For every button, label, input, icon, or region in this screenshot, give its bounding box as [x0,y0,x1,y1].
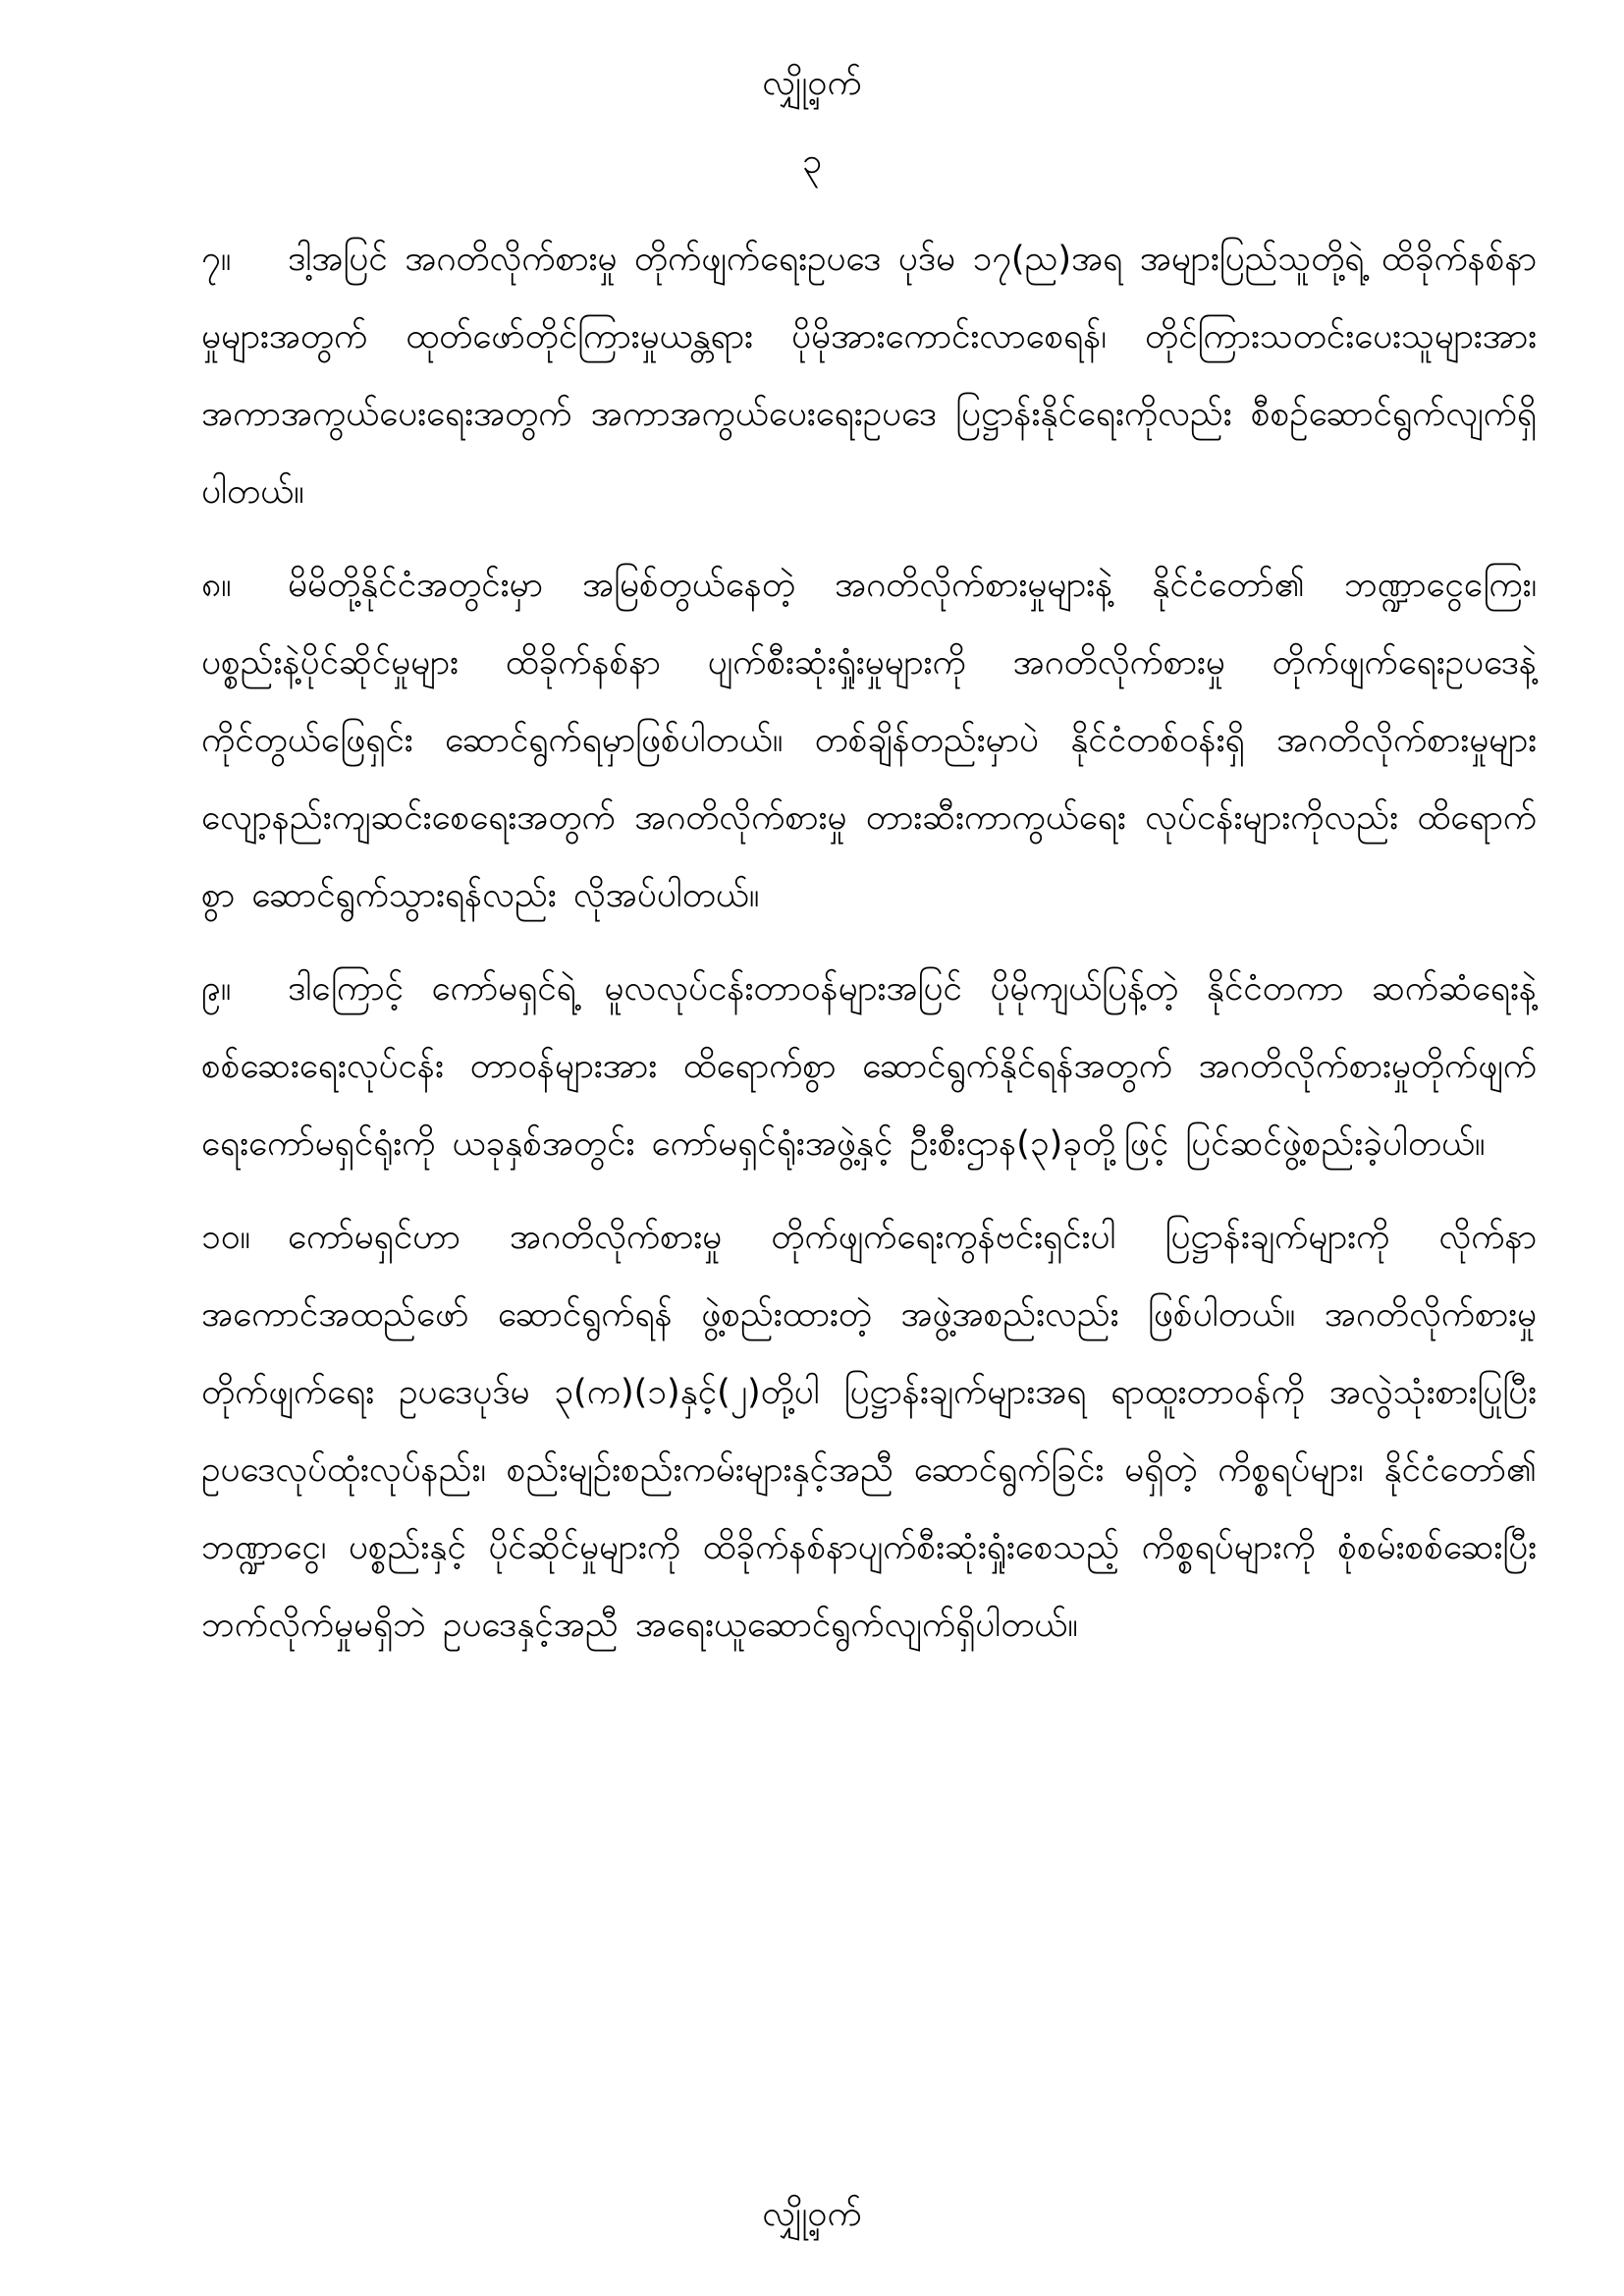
paragraph-text: ဒါ့အပြင် အဂတိလိုက်စားမှု တိုက်ဖျက်ရေးဥပဒေ ပုဒ်မ ၁၇(ည)အရ အများပြည်သူတို့ရဲ့ ထိခိုက်နစ်နာမှုများအတွက် ထုတ်ဖော်တိုင်ကြားမှုယန္တရား ပိုမိုအားကောင်းလာစေရန်၊ တိုင်ကြားသတင်းပေးသူများအား အကာအကွယ်ပေးရေးအတွက် အကာအကွယ်ပေးရေးဥပဒေ ပြဋ္ဌာန်းနိုင်ရေးကိုလည်း စီစဉ်ဆောင်ရွက်လျက်ရှိပါတယ်။ [201,240,1537,512]
paragraph-number: ၉။ [201,969,232,1009]
document-body [201,221,1537,1680]
paragraph-10 [201,1199,1537,1665]
paragraph-text: ဒါကြောင့် ကော်မရှင်ရဲ့ မူလလုပ်ငန်းတာဝန်များအပြင် ပိုမိုကျယ်ပြန့်တဲ့ နိုင်ငံတကာ ဆက်ဆံရေးနဲ့ စစ်ဆေးရေးလုပ်ငန်း တာဝန်များအား ထိရောက်စွာ ဆောင်ရွက်နိုင်ရန်အတွက် အဂတိလိုက်စားမှုတိုက်ဖျက်ရေးကော်မရှင်ရုံးကို ယခုနှစ်အတွင်း ကော်မရှင်ရုံးအဖွဲ့နှင့် ဦးစီးဌာန(၃)ခုတို့ဖြင့် ပြင်ဆင်ဖွဲ့စည်းခဲ့ပါတယ်။ [201,969,1537,1164]
paragraph-text: ကော်မရှင်ဟာ အဂတိလိုက်စားမှု တိုက်ဖျက်ရေးကွန်ဗင်းရှင်းပါ ပြဋ္ဌာန်းချက်များကို လိုက်နာအကောင်အထည်ဖော် ဆောင်ရွက်ရန် ဖွဲ့စည်းထားတဲ့ အဖွဲ့အစည်းလည်း ဖြစ်ပါတယ်။ အဂတိလိုက်စားမှု တိုက်ဖျက်ရေး ဥပဒေပုဒ်မ ၃(က)(၁)နှင့်(၂)တို့ပါ ပြဋ္ဌာန်းချက်များအရ ရာထူးတာဝန်ကို အလွဲသုံးစားပြုပြီး ဥပဒေလုပ်ထုံးလုပ်နည်း၊ စည်းမျဉ်းစည်းကမ်းများနှင့်အညီ ဆောင်ရွက်ခြင်း မရှိတဲ့ ကိစ္စရပ်များ၊ နိုင်ငံတော်၏ ဘဏ္ဍာငွေ၊ ပစ္စည်းနှင့် ပိုင်ဆိုင်မှုများကို ထိခိုက်နစ်နာပျက်စီးဆုံးရှုံးစေသည့် ကိစ္စရပ်များကို စုံစမ်းစစ်ဆေးပြီး ဘက်လိုက်မှုမရှိဘဲ ဥပဒေနှင့်အညီ အရေးယူဆောင်ရွက်လျက်ရှိပါတယ်။ [201,1218,1537,1645]
paragraph-number: ၁၀။ [201,1218,250,1257]
footer-classification-label: လျှို့ဝှက် [762,2194,862,2234]
paragraph-number: ၇။ [201,240,232,279]
paragraph-text: မိမိတို့နိုင်ငံအတွင်းမှာ အမြစ်တွယ်နေတဲ့ အဂတိလိုက်စားမှုများနဲ့ နိုင်ငံတော်၏ ဘဏ္ဍာငွေကြေး၊ ပစ္စည်းနဲ့ပိုင်ဆိုင်မှုများ ထိခိုက်နစ်နာ ပျက်စီးဆုံးရှုံးမှုများကို အဂတိလိုက်စားမှု တိုက်ဖျက်ရေးဥပဒေနဲ့ ကိုင်တွယ်ဖြေရှင်း ဆောင်ရွက်ရမှာဖြစ်ပါတယ်။ တစ်ချိန်တည်းမှာပဲ နိုင်ငံတစ်ဝန်းရှိ အဂတိလိုက်စားမှုများ လျော့နည်းကျဆင်းစေရေးအတွက် အဂတိလိုက်စားမှု တားဆီးကာကွယ်ရေး လုပ်ငန်းများကိုလည်း ထိရောက်စွာ ဆောင်ရွက်သွားရန်လည်း လိုအပ်ပါတယ်။ [201,566,1537,915]
paragraph-7 [201,221,1537,531]
page-number: ၃ [801,141,823,182]
paragraph-9 [201,951,1537,1183]
paragraph-number: ၈။ [201,566,232,605]
header-classification-label: လျှို့ဝှက် [762,63,862,103]
paragraph-8 [201,547,1537,935]
